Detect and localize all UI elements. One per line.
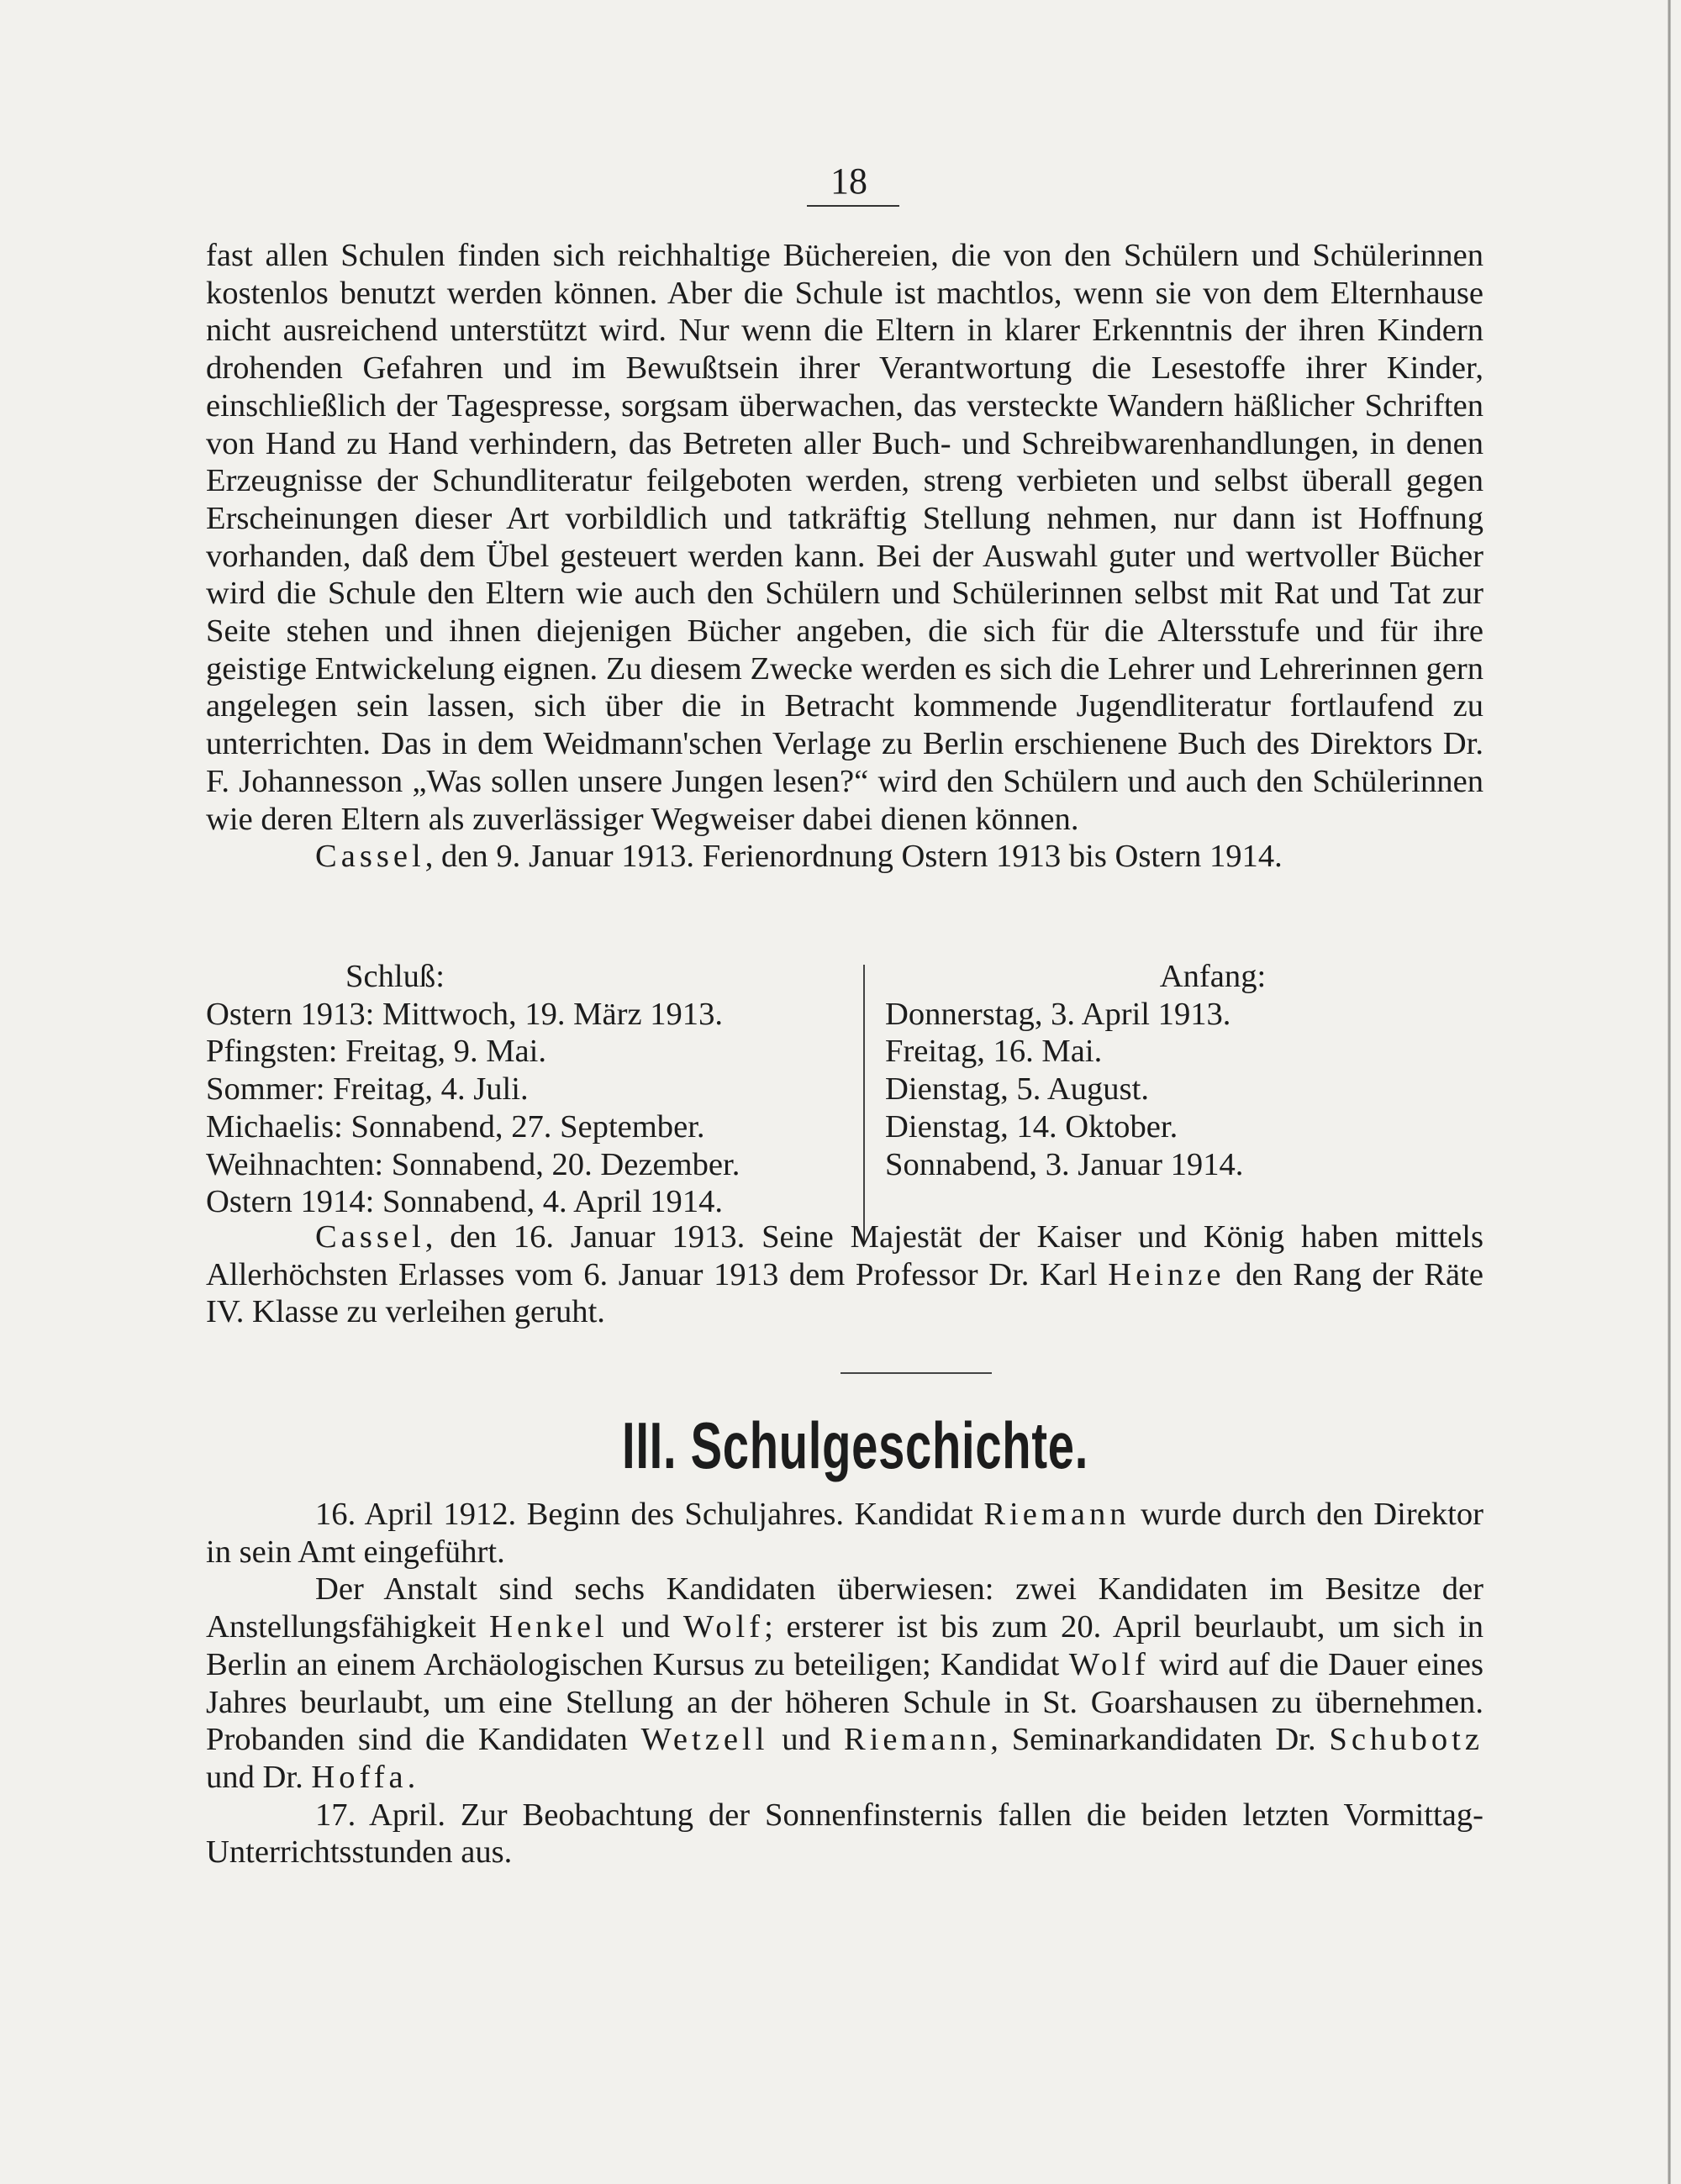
history-name: Wolf (682, 1609, 765, 1645)
history-text: , Seminarkandidaten Dr. (990, 1722, 1330, 1758)
history-name: Schubotz (1329, 1722, 1483, 1758)
history-name: Wolf (1068, 1646, 1150, 1682)
paragraph-schundliteratur: fast allen Schulen finden sich reichhaltige Büchereien, die von den Schülern und Schülerinnen kostenlos benutzt werden können. Aber die Schule ist machtlos, wenn sie von dem Elternhause nicht ausreichend unterstützt wird. Nur wenn die Eltern in klarer Erkenntnis der ihren Kindern drohenden Gefahren und im Bewußtsein ihrer Verantwortung die Lesestoffe ihrer Kinder, einschließlich der Tagespresse, sorgsam überwachen, das versteckte Wandern häßlicher Schriften von Hand zu Hand verhindern, das Betreten aller Buch- und Schreibwarenhandlungen, in denen Erzeugnisse der Schundliteratur feilgeboten werden, streng verbieten und selbst überall gegen Erscheinungen dieser Art vorbildlich und tatkräftig Stellung nehmen, nur dann ist Hoffnung vorhanden, daß dem Übel gesteuert werden kann. Bei der Auswahl guter und wertvoller Bücher wird die Schule den Eltern wie auch den Schülern und Schülerinnen selbst mit Rat und Tat zur Seite stehen und ihnen diejenigen Bücher angeben, die sich für die Altersstufe und für ihre geistige Entwickelung eignen. Zu diesem Zwecke werden es sich die Lehrer und Lehrerinnen gern angelegen sein lassen, sich über die in Betracht kommende Jugendliteratur fortlaufend zu unterrichten. Das in dem Weidmann'schen Verlage zu Berlin erschienene Buch des Direktors Dr. F. Johannesson „Was sollen unsere Jungen lesen?“ wird den Schülern und auch den Schülerinnen wie deren Eltern als zuverlässiger Wegweiser dabei dienen können. (206, 238, 1483, 837)
anfang-row: Sonnabend, 3. Januar 1914. (885, 1146, 1244, 1182)
history-text: und (608, 1609, 683, 1645)
history-paragraph-3: 17. April. Zur Beobachtung der Sonnenfinsternis fallen die beiden letzten Vormittag-Unterrichtsstunden aus. (206, 1797, 1483, 1871)
anfang-row: Dienstag, 5. August. (885, 1071, 1149, 1108)
ferien-date: , den 9. Januar 1913. (424, 839, 695, 875)
anfang-row: Donnerstag, 3. April 1913. (885, 996, 1231, 1032)
schluss-row: Michaelis: Sonnabend, 27. September. (206, 1108, 705, 1145)
history-text: . (407, 1759, 416, 1795)
page-edge (1668, 0, 1671, 2184)
history-block (206, 1496, 1483, 1871)
schluss-row: Weihnachten: Sonnabend, 20. Dezember. (206, 1146, 740, 1182)
anfang-header: Anfang: (1159, 959, 1267, 994)
schluss-row: Pfingsten: Freitag, 9. Mai. (206, 1034, 547, 1070)
history-text: ; ersterer ist bis zum 20. April beurlaubt, um sich in Berlin an einem Archäologischen Kursus zu beteiligen; Kandidat (206, 1609, 1483, 1682)
schluss-header: Schluß: (345, 959, 445, 994)
notice-paragraph (206, 1218, 1483, 1331)
schluss-row: Ostern 1913: Mittwoch, 19. März 1913. (206, 996, 724, 1032)
history-name: Hoffa (311, 1759, 408, 1795)
page-number-rule (807, 205, 899, 207)
history-text: wurde durch den Direktor in sein Amt eingeführt. (206, 1497, 1483, 1570)
notice-name: Heinze (1108, 1256, 1225, 1292)
history-text: wird auf die Dauer eines Jahres beurlaubt, um eine Stellung an der höheren Schule in St. Goarshausen zu übernehmen. Probanden sind die Kandidaten (206, 1646, 1483, 1758)
anfang-row: Freitag, 16. Mai. (885, 1034, 1103, 1070)
history-name: Henkel (489, 1609, 609, 1645)
schluss-row: Sommer: Freitag, 4. Juli. (206, 1071, 529, 1108)
page-number: 18 (830, 161, 867, 202)
history-name: Riemann (843, 1722, 991, 1758)
notice-text: , den 16. Januar 1913. Seine Majestät der Kaiser und König haben mittels Allerhöchsten Erlasses vom 6. Januar 1913 dem Professor Dr. Karl (206, 1219, 1483, 1292)
history-paragraph-1 (206, 1496, 1483, 1571)
schluss-row: Ostern 1914: Sonnabend, 4. April 1914. (206, 1184, 724, 1220)
notice-text-end: den Rang der Räte IV. Klasse zu verleihen geruht. (206, 1256, 1484, 1330)
history-text: und Dr. (206, 1759, 312, 1795)
anfang-column (885, 958, 1473, 1183)
section-title: III. Schulgeschichte. (622, 1408, 1089, 1482)
intro-block (206, 237, 1483, 876)
history-text: Der Anstalt sind sechs Kandidaten überwiesen: zwei Kandidaten im Besitze der Anstellungsfähigkeit (206, 1571, 1483, 1645)
ferien-title: Ferienordnung Ostern 1913 bis Ostern 1914. (702, 839, 1283, 875)
schluss-column (206, 958, 845, 1221)
section-separator (840, 1372, 992, 1374)
ferien-heading (206, 838, 1483, 876)
ferien-place: Cassel (315, 839, 425, 875)
notice-place: Cassel (315, 1219, 425, 1255)
history-paragraph-2 (206, 1571, 1483, 1796)
anfang-row: Dienstag, 14. Oktober. (885, 1108, 1178, 1145)
table-divider (863, 965, 865, 1242)
history-name: Wetzell (640, 1722, 769, 1758)
notice-block (206, 1218, 1483, 1331)
history-text: 16. April 1912. Beginn des Schuljahres. Kandidat (315, 1497, 984, 1532)
history-name: Riemann (983, 1497, 1130, 1532)
history-text: und (768, 1722, 844, 1758)
